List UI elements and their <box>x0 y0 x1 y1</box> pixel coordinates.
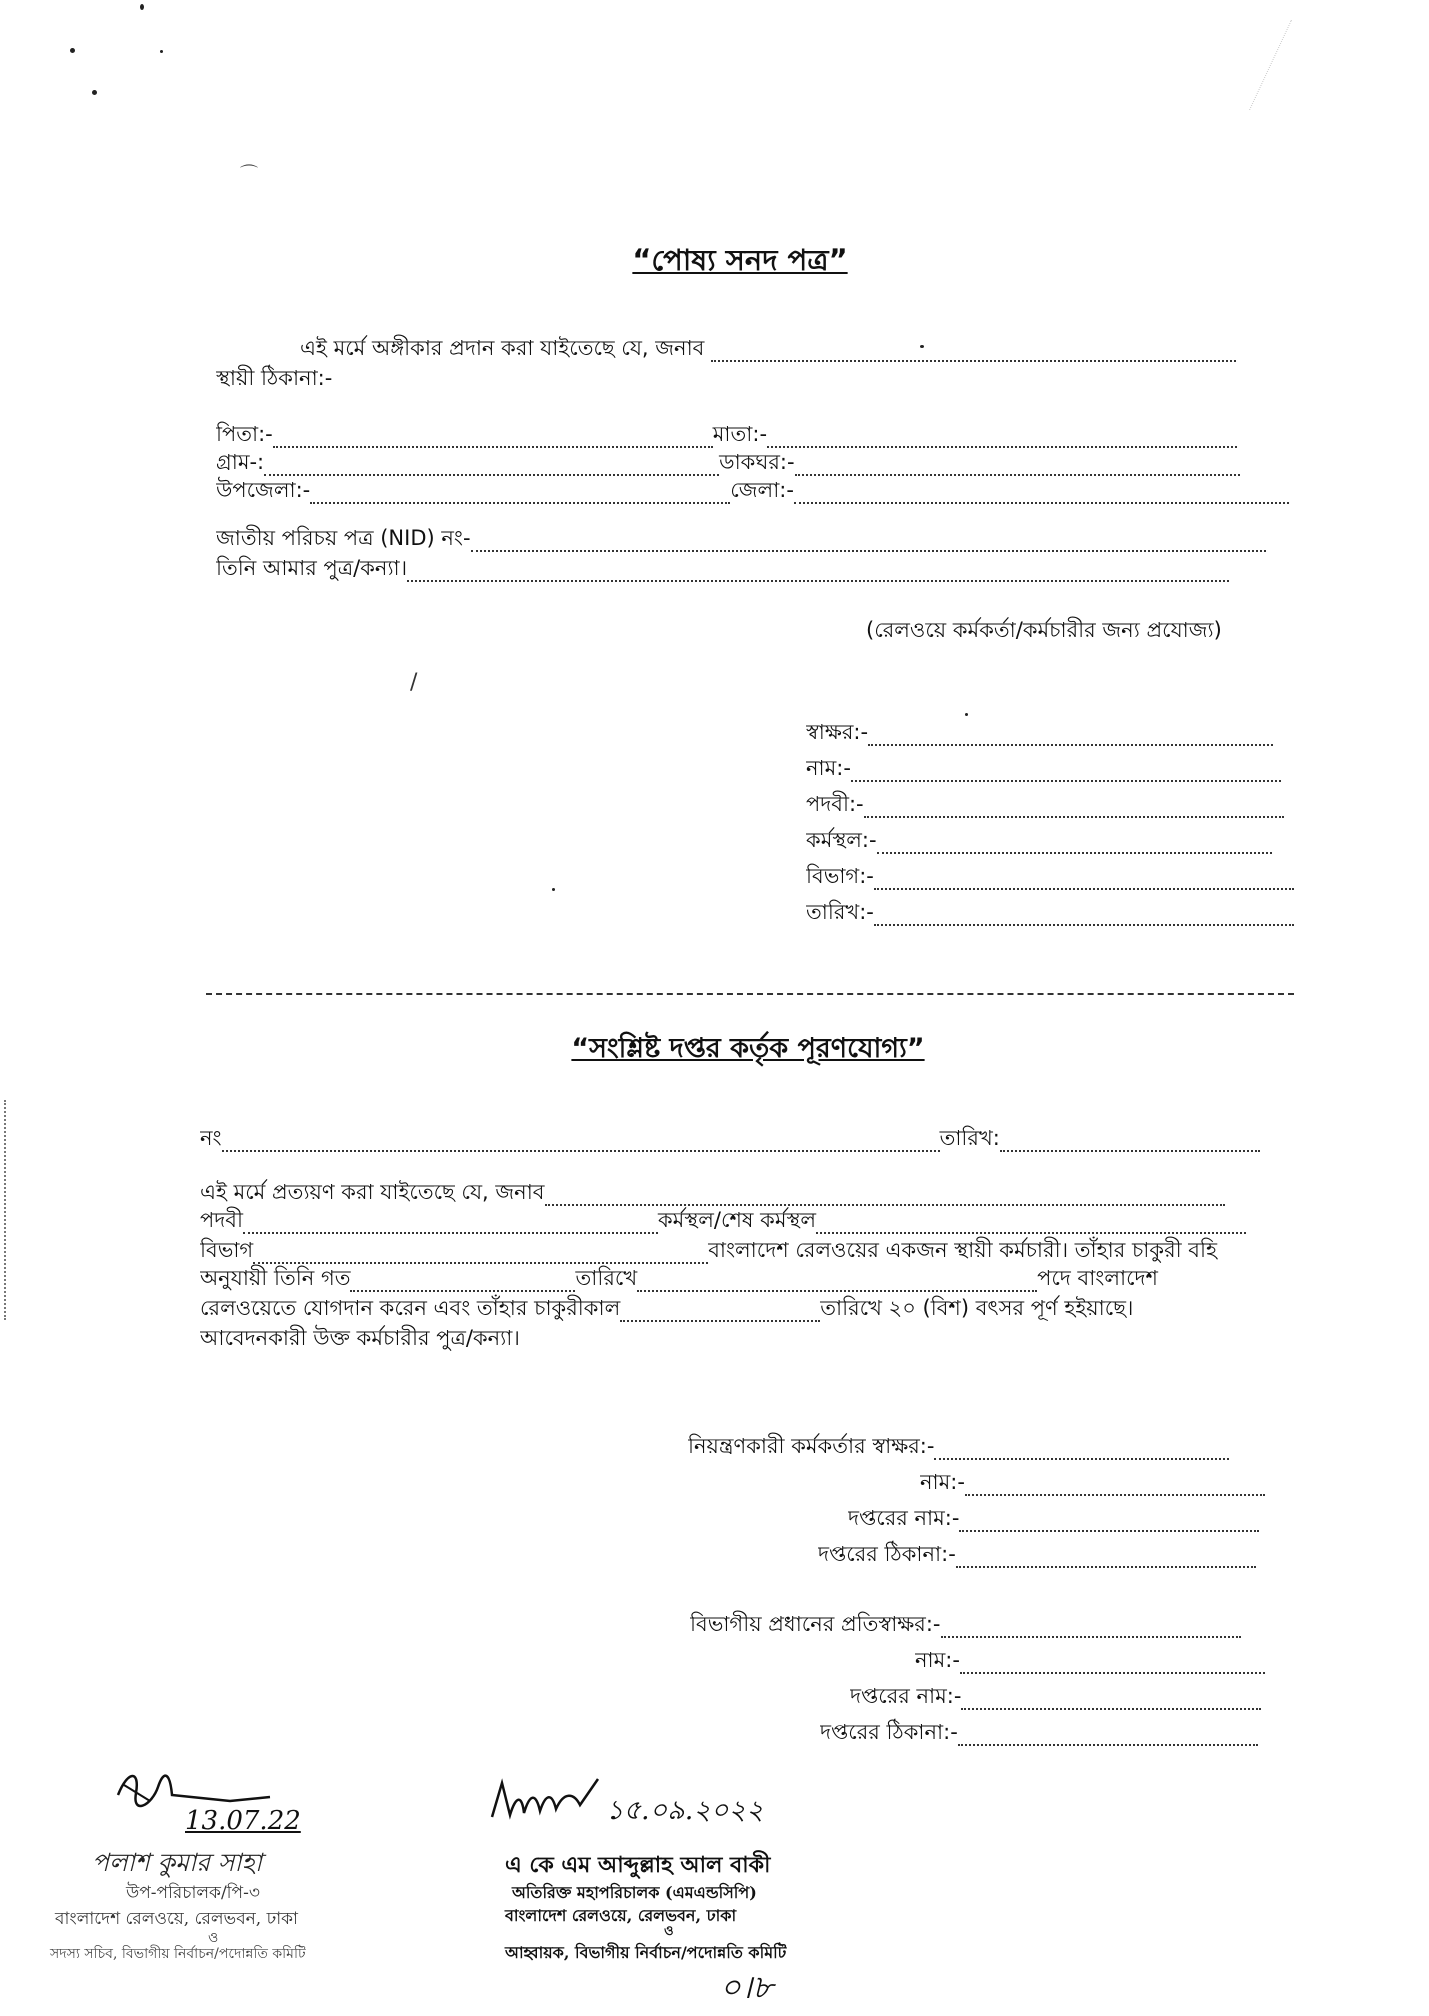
signer-department-field[interactable] <box>874 868 1294 890</box>
intro-line <box>300 334 1310 362</box>
number-field[interactable] <box>222 1130 940 1152</box>
scan-speck <box>965 713 968 716</box>
controller-name-line <box>920 1468 1290 1496</box>
completed-text: তারিখে ২০ (বিশ) বৎসর পূর্ণ হইয়াছে। <box>820 1296 1134 1320</box>
department-field[interactable] <box>253 1242 708 1264</box>
permanent-address-line <box>216 364 332 392</box>
right-stamp-org: বাংলাদেশ রেলওয়ে, রেলভবন, ঢাকা <box>505 1906 737 1925</box>
signature-label: স্বাক্ষর:- <box>806 720 869 744</box>
signer-name-label: নাম:- <box>806 756 851 780</box>
right-handwritten-signature <box>488 1775 608 1825</box>
right-signature-scribble <box>488 1775 608 1825</box>
controller-office-name-line <box>848 1504 1288 1532</box>
right-stamp-post: অতিরিক্ত মহাপরিচালক (এমএন্ডসিপি) <box>512 1883 757 1902</box>
permanent-address-label: স্থায়ী ঠিকানা:- <box>216 366 333 390</box>
department-line <box>200 1236 1295 1264</box>
signature-field[interactable] <box>868 724 1273 746</box>
upazila-field[interactable] <box>310 482 730 504</box>
workplace-label: কর্মস্থল/শেষ কর্মস্থল <box>657 1208 817 1232</box>
scan-speck <box>140 4 144 10</box>
office-date-label: তারিখ: <box>939 1126 1000 1150</box>
cert-intro-line <box>200 1178 1295 1206</box>
cert-intro-text: এই মর্মে প্রত্যয়ণ করা যাইতেছে যে, জনাব <box>200 1180 545 1204</box>
signer-date-line <box>806 898 1296 926</box>
district-label: জেলা:- <box>730 478 794 502</box>
left-stamp-role: সদস্য সচিব, বিভাগীয় নির্বাচন/পদোন্নতি কমিটি <box>50 1946 306 1962</box>
scan-speck <box>70 48 75 53</box>
head-office-name-label: দপ্তরের নাম:- <box>850 1684 962 1708</box>
head-countersign-label: বিভাগীয় প্রধানের প্রতিস্বাক্ষর:- <box>690 1612 941 1636</box>
left-stamp-post: উপ-পরিচালক/পি-৩ <box>126 1883 260 1903</box>
controller-office-address-label: দপ্তরের ঠিকানা:- <box>818 1542 956 1566</box>
district-field[interactable] <box>794 482 1289 504</box>
signer-workplace-line <box>806 826 1296 854</box>
applicant-child-text: আবেদনকারী উক্ত কর্মচারীর পুত্র/কন্যা। <box>200 1326 520 1350</box>
workplace-field[interactable] <box>816 1212 1246 1234</box>
head-name-label: নাম:- <box>915 1648 960 1672</box>
child-text: তিনি আমার পুত্র/কন্যা। <box>216 556 408 580</box>
village-label: গ্রাম-: <box>216 450 265 474</box>
controller-office-name-field[interactable] <box>959 1510 1259 1532</box>
signer-date-field[interactable] <box>874 904 1294 926</box>
left-stamp-and: ও <box>208 1930 219 1946</box>
joined-text: রেলওয়েতে যোগদান করেন এবং তাঁহার চাকুরীকাল <box>200 1296 621 1320</box>
head-office-address-line <box>820 1718 1290 1746</box>
controller-name-field[interactable] <box>965 1474 1265 1496</box>
signature-line <box>806 718 1296 746</box>
father-field[interactable] <box>273 426 713 448</box>
nid-label: জাতীয় পরিচয় পত্র (NID) নং- <box>216 526 471 550</box>
signer-department-line <box>806 862 1296 890</box>
scan-speck <box>552 888 555 891</box>
post-field[interactable] <box>637 1270 1037 1292</box>
previous-date-field[interactable] <box>350 1270 575 1292</box>
name-field[interactable] <box>711 340 1236 362</box>
scan-mark: ⌒ <box>240 164 258 185</box>
number-date-line <box>200 1124 1300 1152</box>
head-name-field[interactable] <box>960 1652 1265 1674</box>
scan-left-edge <box>4 1100 8 1320</box>
signer-department-label: বিভাগ:- <box>806 864 874 888</box>
controller-signature-field[interactable] <box>934 1438 1229 1460</box>
page-mark: ০।৮ <box>720 1968 774 2006</box>
signer-designation-label: পদবী:- <box>806 792 864 816</box>
head-office-address-label: দপ্তরের ঠিকানা:- <box>820 1720 958 1744</box>
designation-field[interactable] <box>243 1212 658 1234</box>
upazila-district-line <box>216 476 1311 504</box>
child-line <box>216 554 1306 582</box>
right-stamp-role: আহ্বায়ক, বিভাগীয় নির্বাচন/পদোন্নতি কমিটি <box>505 1943 787 1962</box>
office-date-field[interactable] <box>1000 1130 1260 1152</box>
scan-speck <box>160 50 163 53</box>
joining-line <box>200 1294 1300 1322</box>
head-name-line <box>915 1646 1290 1674</box>
left-signature-date: 13.07.22 <box>185 1806 301 1836</box>
scan-faint-scribble <box>1249 20 1402 110</box>
controller-signature-line <box>688 1432 1288 1460</box>
nid-field[interactable] <box>471 530 1266 552</box>
left-stamp-name: পলাশ কুমার সাহা <box>92 1848 263 1877</box>
scan-speck <box>92 90 97 95</box>
post-office-label: ডাকঘর:- <box>719 450 795 474</box>
head-office-address-field[interactable] <box>958 1724 1258 1746</box>
village-field[interactable] <box>264 454 719 476</box>
signer-workplace-field[interactable] <box>877 832 1272 854</box>
scan-slash: / <box>410 670 418 695</box>
controller-office-address-field[interactable] <box>956 1546 1256 1568</box>
head-countersign-line <box>690 1610 1290 1638</box>
upazila-label: উপজেলা:- <box>216 478 311 502</box>
applicability-note: (রেলওয়ে কর্মকর্তা/কর্মচারীর জন্য প্রযোজ্য) <box>866 618 1222 642</box>
in-post-text: পদে বাংলাদেশ <box>1037 1266 1158 1290</box>
employee-name-field[interactable] <box>545 1184 1225 1206</box>
designation-label: পদবী <box>200 1208 243 1232</box>
signer-designation-line <box>806 790 1296 818</box>
head-office-name-field[interactable] <box>961 1688 1261 1710</box>
controller-name-label: নাম:- <box>920 1470 965 1494</box>
mother-label: মাতা:- <box>712 422 768 446</box>
signer-name-field[interactable] <box>851 760 1281 782</box>
right-stamp-and: ও <box>664 1924 674 1939</box>
head-office-name-line <box>850 1682 1290 1710</box>
service-record-line <box>200 1264 1300 1292</box>
intro-text: এই মর্মে অঙ্গীকার প্রদান করা যাইতেছে যে, জনাব <box>300 336 705 360</box>
child-field[interactable] <box>407 560 1229 582</box>
section-divider <box>206 993 1294 995</box>
controller-office-name-label: দপ্তরের নাম:- <box>848 1506 960 1530</box>
number-label: নং <box>200 1126 222 1150</box>
signer-designation-field[interactable] <box>864 796 1284 818</box>
applicant-child-line <box>200 1324 520 1352</box>
left-stamp-org: বাংলাদেশ রেলওয়ে, রেলভবন, ঢাকা <box>55 1909 298 1929</box>
signer-date-label: তারিখ:- <box>806 900 874 924</box>
permanent-employee-text: বাংলাদেশ রেলওয়ের একজন স্থায়ী কর্মচারী। তাঁহার চাকুরী বহি <box>708 1238 1218 1262</box>
right-signature-date: ১৫.০৯.২০২২ <box>606 1795 764 1826</box>
designation-workplace-line <box>200 1206 1295 1234</box>
page-title: “পোষ্য সনদ পত্র” <box>632 243 848 277</box>
nid-line <box>216 524 1311 552</box>
village-postoffice-line <box>216 448 1311 476</box>
right-stamp-name: এ কে এম আব্দুল্লাহ আল বাকী <box>505 1852 771 1878</box>
signer-workplace-label: কর্মস্থল:- <box>806 828 877 852</box>
controller-signature-label: নিয়ন্ত্রণকারী কর্মকর্তার স্বাক্ষর:- <box>688 1434 935 1458</box>
post-office-field[interactable] <box>795 454 1240 476</box>
signer-name-line <box>806 754 1296 782</box>
office-section-title: “সংশ্লিষ্ট দপ্তর কর্তৃক পূরণযোগ্য” <box>571 1033 925 1064</box>
father-label: পিতা:- <box>216 422 273 446</box>
according-text: অনুযায়ী তিনি গত <box>200 1266 351 1290</box>
on-date-text: তারিখে <box>575 1266 638 1290</box>
head-countersign-field[interactable] <box>941 1616 1241 1638</box>
service-period-field[interactable] <box>620 1300 820 1322</box>
controller-office-address-line <box>818 1540 1288 1568</box>
father-mother-line <box>216 420 1311 448</box>
department-label: বিভাগ <box>200 1238 254 1262</box>
mother-field[interactable] <box>767 426 1237 448</box>
